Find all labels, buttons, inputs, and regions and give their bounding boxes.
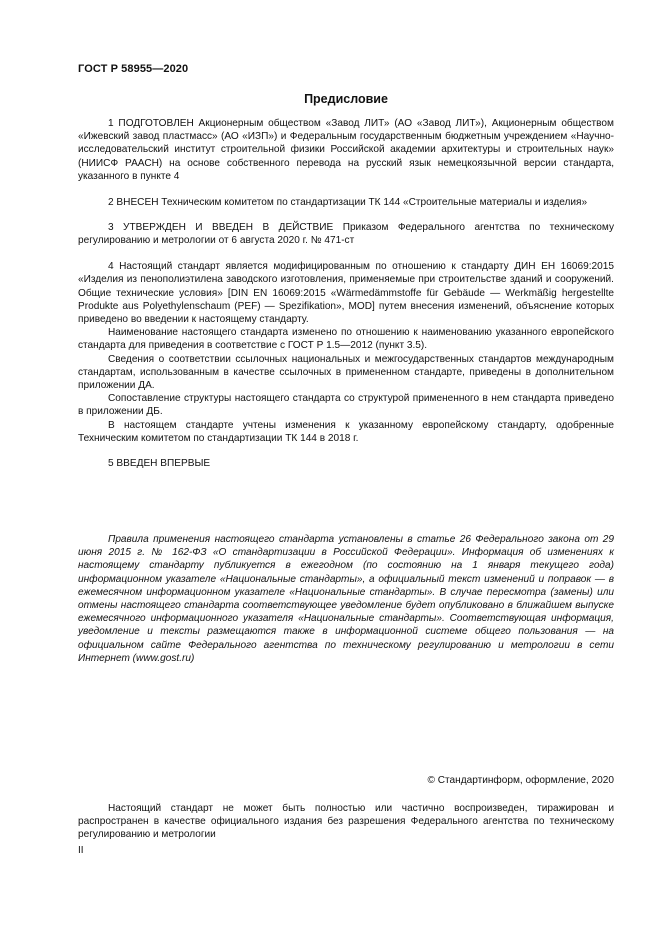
paragraph-approved: 3 УТВЕРЖДЕН И ВВЕДЕН В ДЕЙСТВИЕ Приказом Федерального агентства по техническому регулированию и метрологии от 6 августа 2020 г. № 471-ст <box>78 222 614 247</box>
paragraph-structure-comparison: Сопоставление структуры настоящего стандарта со структурой примененного в нем стандарта приведено в приложении ДБ. <box>78 393 614 418</box>
reproduction-notice: Настоящий стандарт не может быть полностью или частично воспроизведен, тиражирован и распространен в качестве официального издания без разрешения Федерального агентства по техническому регулированию и метрологии <box>78 803 614 841</box>
paragraph-modified-standard: 4 Настоящий стандарт является модифицированным по отношению к стандарту ДИН ЕН 16069:2015 «Изделия из пенополиэтилена заводского изготовления, применяемые при строительстве зданий и сооружений. Общие технические условия» [DIN EN 16069:2015 «Wärmedämmstoffe für Gebäude — Werkmäßig hergestellte Produkte aus Polyethylenschaum (PEF) — Spezifikation», MOD] путем внесения изменений, объяснение которых приведено во введении к настоящему стандарту. <box>78 261 614 325</box>
usage-rules-note: Правила применения настоящего стандарта установлены в статье 26 Федерального закона от 29 июня 2015 г. № 162-ФЗ «О стандартизации в Российской Федерации». Информация об изменениях к настоящему стандарту публикуется в ежегодном (по состоянию на 1 января текущего года) информационном указателе «Национальные стандарты», а официальный текст изменений и поправок — в ежемесячном информационном указателе «Национальные стандарты». В случае пересмотра (замены) или отмены настоящего стандарта соответствующее уведомление будет опубликовано в ближайшем выпуске ежемесячного информационного указателя «Национальные стандарты». Соответствующая информация, уведомление и тексты размещаются также в информационной системе общего пользования — на официальном сайте Федерального агентства по техническому регулированию и метрологии в сети Интернет (www.gost.ru) <box>78 534 614 664</box>
paragraph-prepared-by: 1 ПОДГОТОВЛЕН Акционерным обществом «Завод ЛИТ» (АО «Завод ЛИТ»), Акционерным обществом «Ижевский завод пластмасс» (АО «ИЗП») и Федеральным государственным бюджетным учреждением «Научно-исследовательский институт строительной физики Российской академии архитектуры и строительных наук» (НИИСФ РААСН) на основе собственного перевода на русский язык немецкоязычной версии стандарта, указанного в пункте 4 <box>78 118 614 182</box>
paragraph-introduced-first: 5 ВВЕДЕН ВПЕРВЫЕ <box>108 458 211 470</box>
page-number: II <box>78 845 84 856</box>
paragraph-submitted-by: 2 ВНЕСЕН Техническим комитетом по стандартизации ТК 144 «Строительные материалы и изделия» <box>108 196 588 208</box>
section-title: Предисловие <box>304 92 388 106</box>
paragraph-references: Сведения о соответствии ссылочных национальных и межгосударственных стандартов международным стандартам, использованным в качестве ссылочных в примененном стандарте, приведены в дополнительном приложении ДА. <box>78 353 614 391</box>
copyright-line: © Стандартинформ, оформление, 2020 <box>427 775 614 786</box>
document-id: ГОСТ Р 58955—2020 <box>78 63 189 75</box>
paragraph-name-changed: Наименование настоящего стандарта изменено по отношению к наименованию указанного европейского стандарта для приведения в соответствие с ГОСТ Р 1.5—2012 (пункт 3.5). <box>78 327 614 352</box>
foreword-body <box>78 117 614 471</box>
paragraph-amendments: В настоящем стандарте учтены изменения к указанному европейскому стандарту, одобренные Техническим комитетом по стандартизации ТК 144 в 2018 г. <box>78 419 614 444</box>
